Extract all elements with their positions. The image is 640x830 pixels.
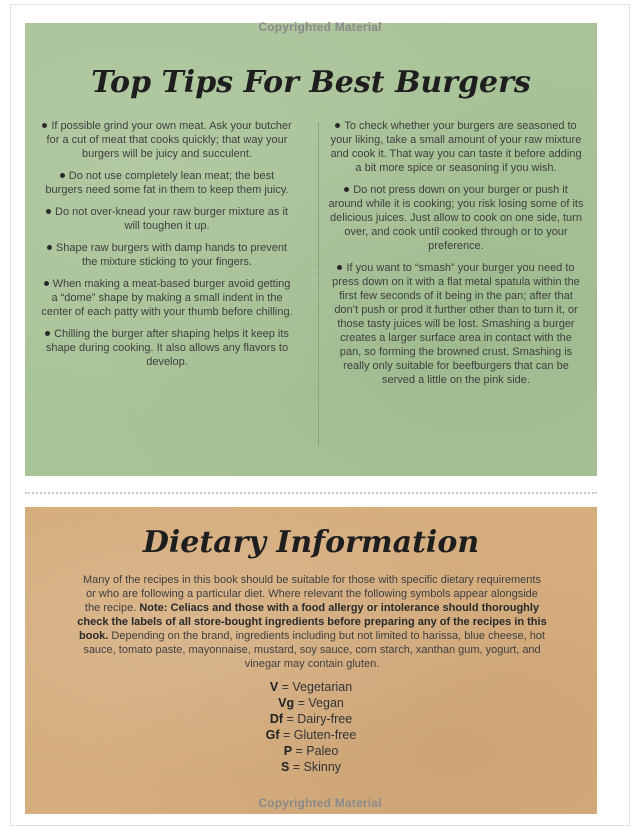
bullet-icon: [337, 265, 342, 270]
tip-item: [41, 169, 293, 197]
symbol-row: [25, 695, 597, 711]
symbol-label: = Vegan: [294, 696, 344, 710]
tip-text: If you want to “smash” your burger you need to press down on it with a flat metal spatula within the first few seconds of it being in the pan; after that don’t push or prod it further other than to turn it, or those tasty juices will be lost. Smashing a burger creates a larger surface area in contact with the pan, so forming the browned crust. Smashing is really only suitable for beefburgers that can be served a little on the pink side.: [332, 262, 580, 386]
dietary-paragraph: [77, 573, 547, 671]
bullet-icon: [335, 123, 340, 128]
tip-item: [41, 119, 293, 161]
allergy-note: Note: Celiacs and those with a food allergy or intolerance should thoroughly check the labels of all store-bought ingredients before preparing any of the recipes in this book.: [77, 602, 547, 642]
dietary-title: Dietary Information: [142, 525, 480, 560]
tips-title: Top Tips For Best Burgers: [91, 65, 531, 100]
bullet-icon: [47, 245, 52, 250]
symbol-label: = Paleo: [292, 744, 339, 758]
section-divider: [25, 492, 597, 494]
tip-item: [41, 241, 293, 269]
tip-item: [41, 277, 293, 319]
symbol-legend: [25, 679, 597, 775]
symbol-code: V: [269, 680, 279, 694]
symbol-row: [25, 679, 597, 695]
copyright-watermark-top: Copyrighted Material: [258, 20, 382, 34]
tip-text: To check whether your burgers are seasoned to your liking, take a small amount of your raw mixture and cook it. That way you can taste it before adding a bit more spice or seasoning if you wish.: [330, 120, 582, 174]
symbol-code: Vg: [278, 696, 295, 710]
tip-item: [328, 183, 584, 253]
bullet-icon: [45, 331, 50, 336]
bullet-icon: [60, 173, 65, 178]
tip-text: If possible grind your own meat. Ask your butcher for a cut of meat that cooks quickly; that way your burgers will be juicy and succulent.: [46, 120, 292, 160]
tip-text: Do not press down on your burger or push it around while it is cooking; you risk losing some of its delicious juices. Just allow to cook on one side, turn over, and cook until cooked through or to your preference.: [328, 184, 584, 252]
tip-item: [41, 205, 293, 233]
tip-item: [41, 327, 293, 369]
symbol-code: S: [280, 760, 290, 774]
symbol-code: P: [283, 744, 293, 758]
tip-text: Do not use completely lean meat; the best burgers need some fat in them to keep them juicy.: [45, 170, 289, 196]
bullet-icon: [46, 209, 51, 214]
dietary-intro: Many of the recipes in this book should be suitable for those with specific dietary requirements or who are following a particular diet. Where relevant the following symbols appear alongside the recipe.: [83, 574, 541, 614]
bullet-icon: [344, 187, 349, 192]
symbol-code: Df: [269, 712, 284, 726]
burger-tips-panel: [25, 23, 597, 476]
symbol-row: [25, 727, 597, 743]
tip-item: [328, 261, 584, 387]
symbol-label: = Dairy-free: [283, 712, 353, 726]
symbol-row: [25, 711, 597, 727]
tip-text: Chilling the burger after shaping helps it keep its shape during cooking. It also allows any flavors to develop.: [45, 328, 289, 368]
bullet-icon: [44, 281, 49, 286]
tip-item: [328, 119, 584, 175]
symbol-code: Gf: [265, 728, 280, 742]
copyright-watermark-bottom: Copyrighted Material: [258, 796, 382, 810]
symbol-label: = Gluten-free: [279, 728, 357, 742]
tips-column-left: [41, 119, 293, 377]
column-divider: [318, 123, 319, 445]
tip-text: Shape raw burgers with damp hands to prevent the mixture sticking to your fingers.: [55, 242, 288, 268]
symbol-label: = Vegetarian: [278, 680, 353, 694]
dietary-outro: Depending on the brand, ingredients including but not limited to harissa, blue cheese, hot sauce, tomato paste, mayonnaise, mustard, soy sauce, corn starch, xanthan gum, yogurt, and vinegar may contain gluten.: [83, 630, 545, 670]
tips-column-right: [328, 119, 584, 395]
tip-text: Do not over-knead your raw burger mixture as it will toughen it up.: [55, 206, 288, 232]
symbol-row: [25, 743, 597, 759]
bullet-icon: [42, 123, 47, 128]
tip-text: When making a meat-based burger avoid getting a “dome” shape by making a small indent in the center of each patty with your thumb before chilling.: [41, 278, 293, 318]
dietary-info-panel: [25, 507, 597, 814]
symbol-label: = Skinny: [289, 760, 342, 774]
symbol-row: [25, 759, 597, 775]
